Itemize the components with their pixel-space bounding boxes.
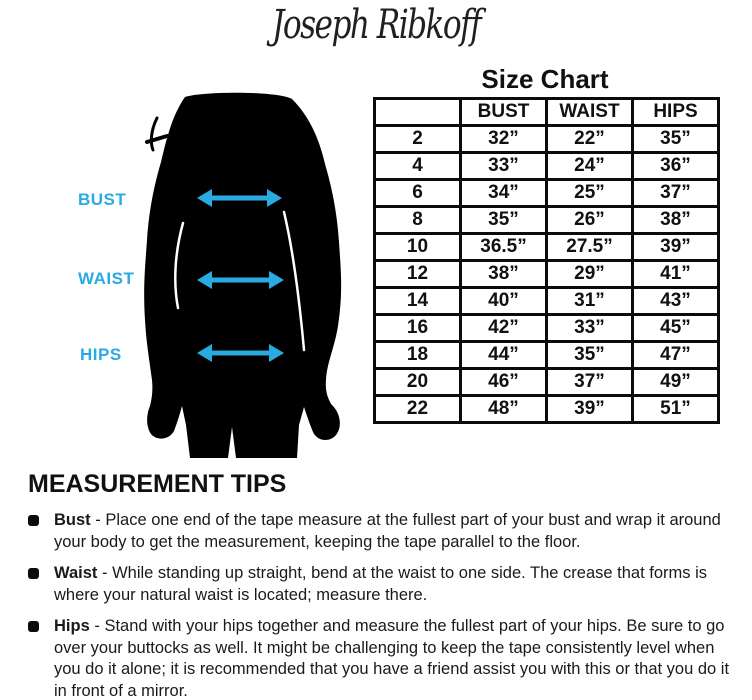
table-row	[375, 126, 719, 153]
size-cell: 12	[375, 261, 461, 288]
waist-tip	[54, 563, 740, 606]
bust-cell: 46”	[461, 369, 547, 396]
bust-cell: 44”	[461, 342, 547, 369]
measurement-tips-list	[28, 510, 740, 700]
table-row	[375, 234, 719, 261]
waist-cell: 27.5”	[547, 234, 633, 261]
brand-logo: Joseph Ribkoff	[271, 2, 481, 48]
tip-term: Hips	[54, 617, 90, 635]
hips-cell: 49”	[633, 369, 719, 396]
hips-cell: 43”	[633, 288, 719, 315]
hips-cell: 47”	[633, 342, 719, 369]
bullet-square-icon	[28, 515, 39, 526]
waist-cell: 24”	[547, 153, 633, 180]
size-column-header	[375, 99, 461, 126]
hips-cell: 51”	[633, 396, 719, 423]
hips-cell: 36”	[633, 153, 719, 180]
waist-cell: 31”	[547, 288, 633, 315]
hips-cell: 38”	[633, 207, 719, 234]
hips-cell: 37”	[633, 180, 719, 207]
size-cell: 20	[375, 369, 461, 396]
size-cell: 4	[375, 153, 461, 180]
table-row	[375, 315, 719, 342]
size-cell: 14	[375, 288, 461, 315]
tip-term: Bust	[54, 511, 91, 529]
tip-term: Waist	[54, 564, 98, 582]
tip-text: - Stand with your hips together and measure the fullest part of your hips. Be sure to go over your buttocks as well. It might be challenging to keep the tape consistently level when you do it alone; it is recommended that you have a friend assist you with this or that you do it in front of a mirror.	[54, 617, 730, 700]
waist-column-header: WAIST	[547, 99, 633, 126]
size-chart-table	[373, 97, 720, 424]
bust-label: BUST	[78, 190, 127, 209]
size-cell: 22	[375, 396, 461, 423]
size-cell: 8	[375, 207, 461, 234]
hips-cell: 39”	[633, 234, 719, 261]
hips-tip	[54, 616, 740, 700]
hips-cell: 35”	[633, 126, 719, 153]
table-row	[375, 207, 719, 234]
bust-column-header: BUST	[461, 99, 547, 126]
bust-cell: 40”	[461, 288, 547, 315]
table-row	[375, 180, 719, 207]
bust-cell: 48”	[461, 396, 547, 423]
table-header-row	[375, 99, 719, 126]
waist-cell: 39”	[547, 396, 633, 423]
list-item	[28, 510, 740, 553]
waist-cell: 37”	[547, 369, 633, 396]
table-row	[375, 261, 719, 288]
hair-wisp-icon	[151, 118, 157, 150]
size-cell: 10	[375, 234, 461, 261]
size-cell: 16	[375, 315, 461, 342]
table-row	[375, 153, 719, 180]
waist-cell: 35”	[547, 342, 633, 369]
hips-cell: 41”	[633, 261, 719, 288]
size-cell: 18	[375, 342, 461, 369]
waist-cell: 25”	[547, 180, 633, 207]
size-cell: 6	[375, 180, 461, 207]
list-item	[28, 616, 740, 700]
size-chart-title: Size Chart	[481, 64, 609, 94]
body-silhouette-illustration	[133, 90, 375, 462]
list-item	[28, 563, 740, 606]
waist-cell: 26”	[547, 207, 633, 234]
bust-cell: 34”	[461, 180, 547, 207]
size-cell: 2	[375, 126, 461, 153]
measurement-tips-section	[28, 470, 740, 700]
waist-label: WAIST	[78, 269, 135, 288]
bust-cell: 32”	[461, 126, 547, 153]
bust-cell: 36.5”	[461, 234, 547, 261]
bust-cell: 33”	[461, 153, 547, 180]
bust-cell: 38”	[461, 261, 547, 288]
table-row	[375, 396, 719, 423]
waist-cell: 33”	[547, 315, 633, 342]
table-row	[375, 342, 719, 369]
table-row	[375, 288, 719, 315]
bust-cell: 35”	[461, 207, 547, 234]
tip-text: - While standing up straight, bend at the waist to one side. The crease that forms is where your natural waist is located; measure there.	[54, 564, 708, 604]
hips-cell: 45”	[633, 315, 719, 342]
table-row	[375, 369, 719, 396]
waist-cell: 29”	[547, 261, 633, 288]
measurement-tips-title: MEASUREMENT TIPS	[28, 470, 287, 498]
bullet-square-icon	[28, 568, 39, 579]
silhouette-body	[144, 93, 341, 458]
bust-tip	[54, 510, 740, 553]
bust-cell: 42”	[461, 315, 547, 342]
waist-cell: 22”	[547, 126, 633, 153]
hips-column-header: HIPS	[633, 99, 719, 126]
bullet-square-icon	[28, 621, 39, 632]
tip-text: - Place one end of the tape measure at the fullest part of your bust and wrap it around your body to get the measurement, keeping the tape parallel to the floor.	[54, 511, 721, 551]
hips-label: HIPS	[80, 345, 122, 364]
